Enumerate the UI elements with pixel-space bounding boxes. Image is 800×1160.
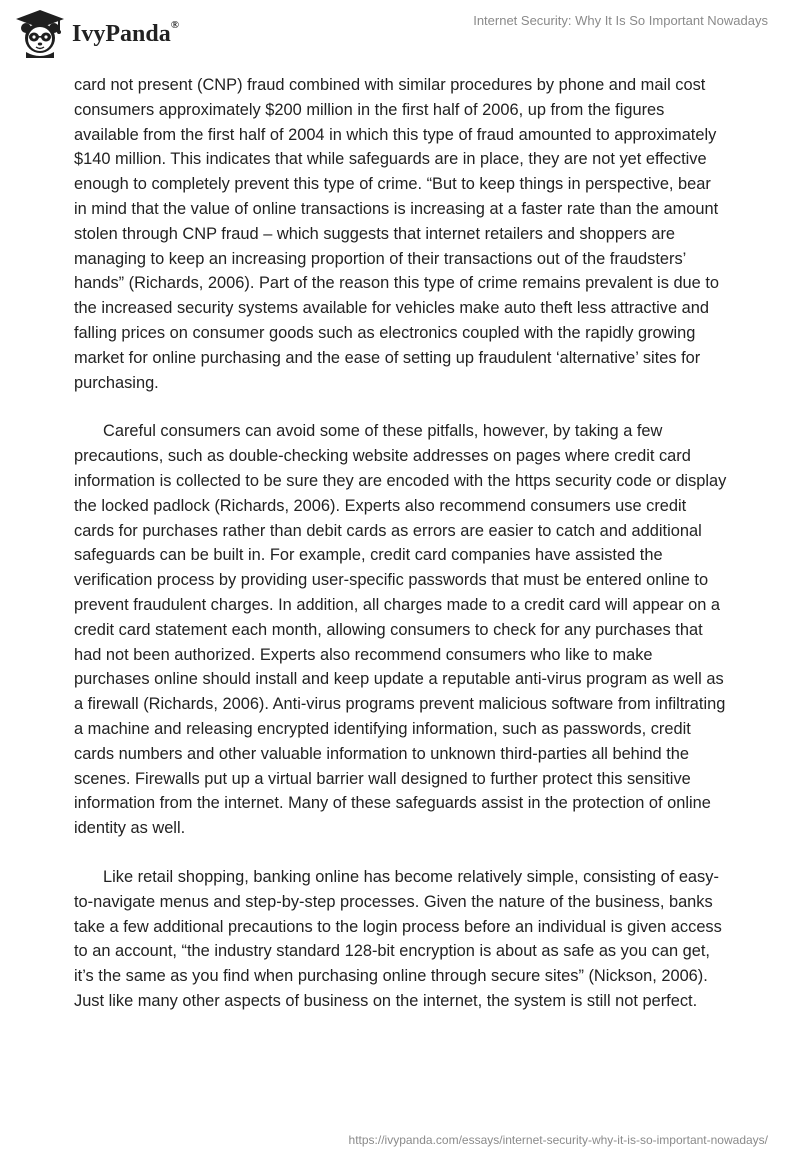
brand-name: IvyPanda® bbox=[72, 18, 179, 47]
paragraph-3: Like retail shopping, banking online has become relatively simple, consisting of easy-to-navigate menus and step-by-step processes. Given the nature of the business, banks take a few additional precautions to the login process before an individual is given access to an account, “the industry standard 128-bit encryption is about as safe as you can get, it’s the same as you find when purchasing online through secure sites” (Nickson, 2006). Just like many other aspects of business on the internet, the system is still not perfect. bbox=[74, 867, 722, 1010]
paragraph-2: Careful consumers can avoid some of these pitfalls, however, by taking a few precautions, such as double-checking website addresses on pages where credit card information is collected to be sure they are encoded with the https security code or display the locked padlock (Richards, 2006). Experts also recommend consumers use credit cards for purchases rather than debit cards as errors are easier to catch and additional safeguards can be built in. For example, credit card companies have assisted the verification process by providing user-specific passwords that must be entered online to prevent fraudulent charges. In addition, all charges made to a credit card will appear on a credit card statement each month, allowing consumers to check for any purchases that had not been authorized. Experts also recommend consumers who like to make purchases online should install and keep update a reputable anti-virus program as well as a firewall (Richards, 2006). Anti-virus programs prevent malicious software from infiltrating a machine and releasing encrypted identifying information, such as passwords, credit cards numbers and other valuable information to unknown third-parties all behind the scenes. Firewalls put up a virtual barrier wall designed to further protect this sensitive information from the internet. Many of these safeguards assist in the protection of online identity as well. bbox=[74, 422, 727, 838]
essay-body bbox=[74, 73, 728, 1038]
source-url-link[interactable]: https://ivypanda.com/essays/internet-security-why-it-is-so-important-nowadays/ bbox=[348, 1133, 768, 1147]
panda-graduate-icon bbox=[14, 8, 66, 58]
document-title: Internet Security: Why It Is So Important Nowadays bbox=[473, 13, 768, 28]
registered-mark: ® bbox=[170, 18, 179, 31]
paragraph-1: card not present (CNP) fraud combined with similar procedures by phone and mail cost consumers approximately $200 million in the first half of 2006, up from the figures available from the first half of 2004 in which this type of fraud amounted to approximately $140 million. This indicates that while safeguards are in place, they are not yet effective enough to completely prevent this type of crime. “But to keep things in perspective, bear in mind that the value of online transactions is increasing at a faster rate than the amount stolen through CNP fraud – which suggests that internet retailers and shoppers are managing to keep an increasing proportion of their transactions out of the fraudsters’ hands” (Richards, 2006). Part of the reason this type of crime remains prevalent is due to the increased security systems available for vehicles make auto theft less attractive and falling prices on consumer goods such as electronics coupled with the rapidly growing market for online purchasing and the ease of setting up fraudulent ‘alternative’ sites for purchasing. bbox=[74, 76, 720, 392]
brand-logo[interactable] bbox=[14, 8, 179, 58]
page-header bbox=[0, 0, 800, 70]
